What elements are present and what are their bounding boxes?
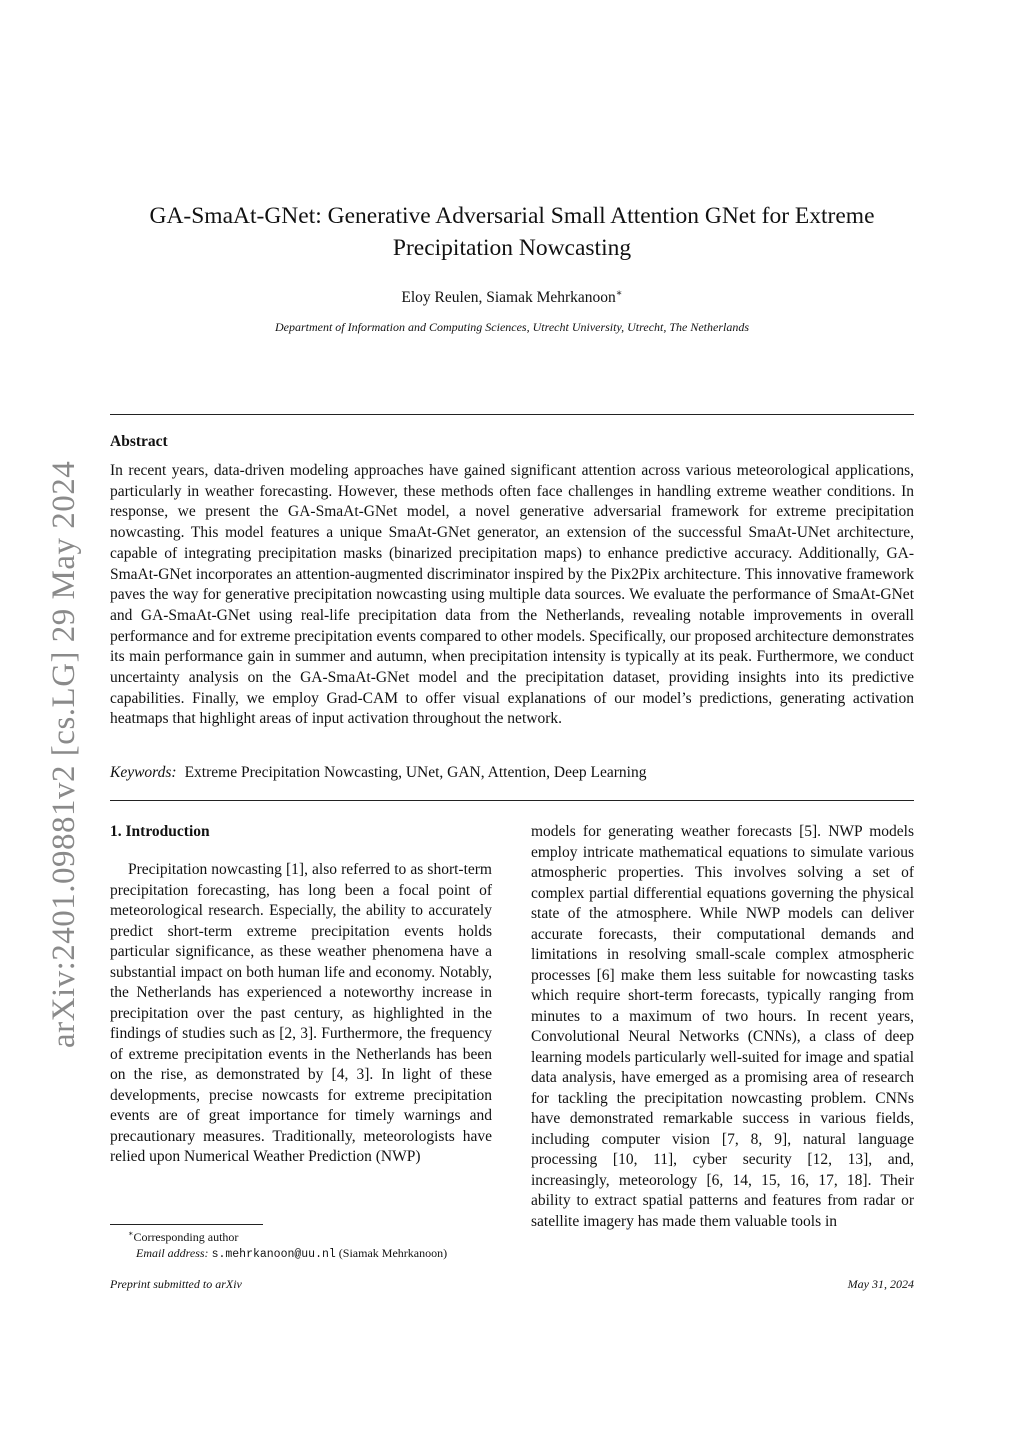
abstract-top-rule: [110, 414, 914, 415]
corresponding-author-mark: ∗: [615, 288, 623, 299]
keywords-label: Keywords:: [110, 764, 177, 781]
footer-date: May 31, 2024: [847, 1277, 914, 1291]
paper-title: GA-SmaAt-GNet: Generative Adversarial Small Attention GNet for Extreme Precipitation Nowcasting: [149, 203, 875, 261]
footnote-corresponding: [128, 1229, 238, 1245]
abstract-text: In recent years, data-driven modeling approaches have gained significant attention across various meteorological applications, particularly in weather forecasting. However, these methods often face challenges in handling extreme weather conditions. In response, we present the GA-SmaAt-GNet model, a novel generative adversarial framework for extreme precipitation nowcasting. This model features a unique SmaAt-GNet generator, an extension of the successful SmaAt-UNet architecture, capable of integrating precipitation masks (binarized precipitation maps) to enhance predictive accuracy. Additionally, GA-SmaAt-GNet incorporates an attention-augmented discriminator inspired by the Pix2Pix architecture. This innovative framework paves the way for generative precipitation nowcasting using multiple data sources. We evaluate the performance of SmaAt-GNet and GA-SmaAt-GNet using real-life precipitation data from the Netherlands, revealing notable improvements in overall performance and for extreme precipitation events compared to other models. Specifically, our proposed architecture demonstrates its main performance gain in summer and autumn, when precipitation intensity is typically at its peak. Furthermore, we conduct uncertainty analysis on the GA-SmaAt-GNet model and the precipitation dataset, providing insights into its predictive capabilities. Finally, we employ Grad-CAM to offer visual explanations of our model’s predictions, generating activation heatmaps that highlight areas of input activation throughout the network.: [110, 462, 914, 728]
keywords: [110, 764, 914, 782]
arxiv-identifier: arXiv:2401.09881v2 [cs.LG] 29 May 2024: [46, 460, 82, 1048]
email-link[interactable]: s.mehrkanoon@uu.nl: [211, 1248, 336, 1261]
introduction-right-column: models for generating weather forecasts [5]. NWP models employ intricate mathematical equations to simulate various atmospheric properties. This involves solving a set of complex partial differential equations governing the physical state of the atmosphere. While NWP models can deliver accurate forecasts, their computational demands and limitations in resolving small-scale complex atmospheric processes [6] make them less suitable for nowcasting tasks which require short-term forecasts, typically ranging from minutes to a maximum of two hours. In recent years, Convolutional Neural Networks (CNNs), a class of deep learning models particularly well-suited for image and spatial data analysis, have emerged as a promising area of research for tackling the precipitation nowcasting problem. CNNs have demonstrated remarkable success in various fields, including computer vision [7, 8, 9], natural language processing [10, 11], cyber security [12, 13], and, increasingly, meteorology [6, 14, 15, 16, 17, 18]. Their ability to extract spatial patterns and features from radar or satellite imagery has made them valuable tools in: [531, 823, 914, 1230]
footer-preprint-note: Preprint submitted to arXiv: [110, 1277, 242, 1291]
footnote-mark: ∗: [128, 1229, 134, 1238]
author-names: Eloy Reulen, Siamak Mehrkanoon: [401, 289, 616, 307]
email-owner: (Siamak Mehrkanoon): [338, 1246, 448, 1260]
footnote-rule: [110, 1224, 263, 1225]
section-heading-introduction: 1. Introduction: [110, 823, 210, 840]
footnote-corresponding-text: Corresponding author: [133, 1230, 239, 1244]
affiliation: Department of Information and Computing Sciences, Utrecht University, Utrecht, The Netherlands: [274, 320, 750, 334]
keywords-list: Extreme Precipitation Nowcasting, UNet, GAN, Attention, Deep Learning: [184, 764, 647, 781]
abstract-bottom-rule: [110, 800, 914, 801]
introduction-left-column: Precipitation nowcasting [1], also referred to as short-term precipitation forecasting, has long been a focal point of meteorological research. Especially, the ability to accurately predict short-term extreme precipitation events holds particular significance, as these weather phenomena have a substantial impact on both human life and economy. Notably, the Netherlands has experienced a noteworthy increase in precipitation over the past century, as highlighted in the findings of studies such as [2, 3]. Furthermore, the frequency of extreme precipitation events in the Netherlands has been on the rise, as demonstrated by [4, 3]. In light of these developments, precise nowcasts for extreme precipitation events are of great importance for timely warnings and precautionary measures. Traditionally, meteorologists have relied upon Numerical Weather Prediction (NWP): [110, 861, 492, 1165]
author-list: [110, 288, 914, 307]
footnote-email: [136, 1246, 447, 1261]
email-label: Email address:: [136, 1246, 209, 1260]
abstract-heading: Abstract: [110, 433, 168, 450]
